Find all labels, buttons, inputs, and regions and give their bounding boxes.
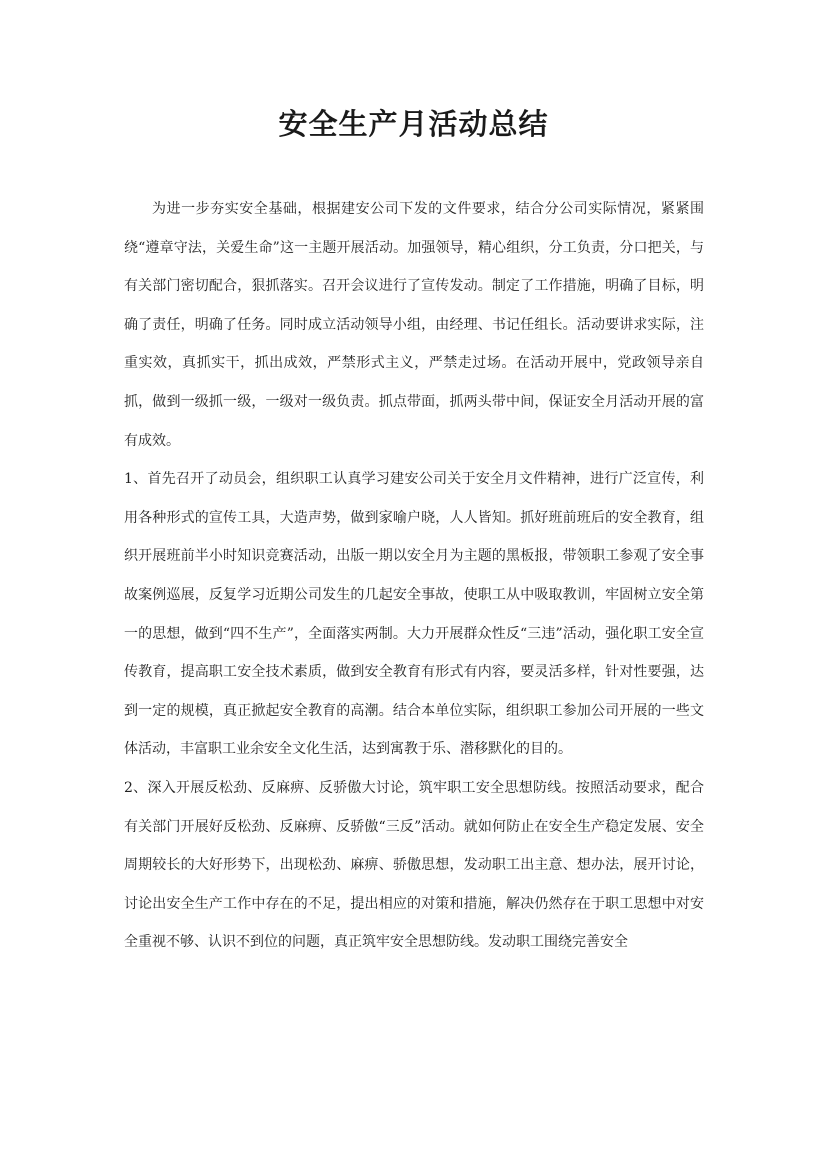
- document-body: [124, 190, 704, 962]
- paragraph-intro: 为进一步夯实安全基础，根据建安公司下发的文件要求，结合分公司实际情况，紧紧围绕“遵章守法，关爱生命”这一主题开展活动。加强领导，精心组织，分工负责，分口把关，与有关部门密切配合，狠抓落实。召开会议进行了宣传发动。制定了工作措施，明确了目标，明确了责任，明确了任务。同时成立活动领导小组，由经理、书记任组长。活动要讲求实际，注重实效，真抓实干，抓出成效，严禁形式主义，严禁走过场。在活动开展中，党政领导亲自抓，做到一级抓一级，一级对一级负责。抓点带面，抓两头带中间，保证安全月活动开展的富有成效。: [124, 201, 704, 449]
- document-title: 安全生产月活动总结: [278, 107, 549, 141]
- paragraph-item-1: 1、首先召开了动员会，组织职工认真学习建安公司关于安全月文件精神，进行广泛宣传，利用各种形式的宣传工具，大造声势，做到家喻户晓，人人皆知。抓好班前班后的安全教育，组织开展班前半小时知识竞赛活动，出版一期以安全月为主题的黑板报，带领职工参观了安全事故案例巡展，反复学习近期公司发生的几起安全事故，使职工从中吸取教训，牢固树立安全第一的思想，做到“四不生产”，全面落实两制。大力开展群众性反“三违”活动，强化职工安全宣传教育，提高职工安全技术素质，做到安全教育有形式有内容，要灵活多样，针对性要强，达到一定的规模，真正掀起安全教育的高潮。结合本单位实际，组织职工参加公司开展的一些文体活动，丰富职工业余安全文化生活，达到寓教于乐、潜移默化的目的。: [124, 471, 704, 758]
- paragraph-item-2: 2、深入开展反松劲、反麻痹、反骄傲大讨论，筑牢职工安全思想防线。按照活动要求，配合有关部门开展好反松劲、反麻痹、反骄傲“三反”活动。就如何防止在安全生产稳定发展、安全周期较长的大好形势下，出现松劲、麻痹、骄傲思想，发动职工出主意、想办法，展开讨论，讨论出安全生产工作中存在的不足，提出相应的对策和措施，解决仍然存在于职工思想中对安全重视不够、认识不到位的问题，真正筑牢安全思想防线。发动职工围绕完善安全: [124, 779, 704, 951]
